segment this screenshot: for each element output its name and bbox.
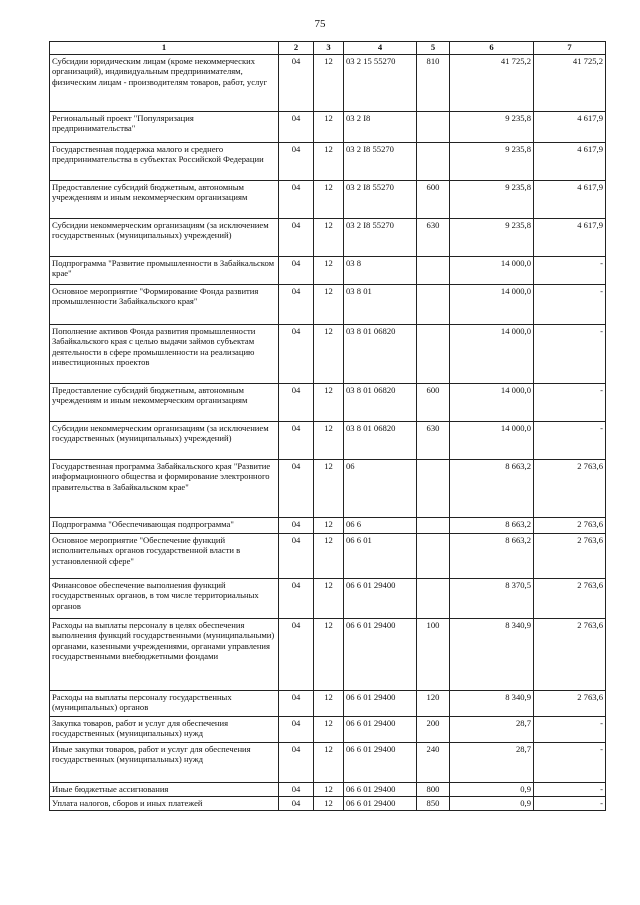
amount-col7: 2 763,6: [534, 460, 606, 518]
row-name: Государственная программа Забайкальского края "Развитие информационного общества и формирование электронного правительства в Забайкальском крае": [50, 460, 279, 518]
amount-col7: 2 763,6: [534, 619, 606, 691]
table-body: [50, 55, 606, 811]
row-name: Субсидии некоммерческим организациям (за исключением государственных (муниципальных) учреждений): [50, 219, 279, 257]
subsection-code: 12: [314, 422, 344, 460]
amount-col7: -: [534, 384, 606, 422]
row-name: Предоставление субсидий бюджетным, автономным учреждениям и иным некоммерческим организациям: [50, 181, 279, 219]
subsection-code: 12: [314, 285, 344, 325]
subsection-code: 12: [314, 797, 344, 811]
amount-col6: 8 663,2: [450, 518, 534, 534]
target-article-code: 03 2 I8 55270: [344, 181, 417, 219]
section-code: 04: [279, 384, 314, 422]
amount-col7: 4 617,9: [534, 143, 606, 181]
expense-type-code: 600: [417, 181, 450, 219]
section-code: 04: [279, 325, 314, 384]
table-row: [50, 619, 606, 691]
amount-col6: 8 340,9: [450, 691, 534, 717]
expense-type-code: 630: [417, 422, 450, 460]
section-code: 04: [279, 579, 314, 619]
amount-col6: 0,9: [450, 797, 534, 811]
expense-type-code: [417, 325, 450, 384]
target-article-code: 06 6 01 29400: [344, 691, 417, 717]
expense-type-code: 630: [417, 219, 450, 257]
amount-col7: -: [534, 422, 606, 460]
expense-type-code: 810: [417, 55, 450, 112]
section-code: 04: [279, 691, 314, 717]
expense-type-code: [417, 579, 450, 619]
expense-type-code: 120: [417, 691, 450, 717]
amount-col7: 2 763,6: [534, 579, 606, 619]
target-article-code: 03 2 I8 55270: [344, 219, 417, 257]
expense-type-code: 800: [417, 783, 450, 797]
row-name: Региональный проект "Популяризация предпринимательства": [50, 112, 279, 143]
table-row: [50, 743, 606, 783]
target-article-code: 06 6 01 29400: [344, 743, 417, 783]
subsection-code: 12: [314, 743, 344, 783]
table-row: [50, 384, 606, 422]
expense-type-code: 100: [417, 619, 450, 691]
table-row: [50, 257, 606, 285]
row-name: Иные бюджетные ассигнования: [50, 783, 279, 797]
section-code: 04: [279, 743, 314, 783]
column-header: 4: [344, 42, 417, 55]
target-article-code: 06 6 01 29400: [344, 717, 417, 743]
section-code: 04: [279, 534, 314, 579]
amount-col6: 9 235,8: [450, 112, 534, 143]
section-code: 04: [279, 717, 314, 743]
amount-col6: 9 235,8: [450, 181, 534, 219]
expense-type-code: [417, 285, 450, 325]
row-name: Субсидии юридическим лицам (кроме некоммерческих организаций), индивидуальным предпринимателям, физическим лицам - производителям товаров, работ, услуг: [50, 55, 279, 112]
expense-type-code: 600: [417, 384, 450, 422]
amount-col6: 14 000,0: [450, 285, 534, 325]
amount-col7: -: [534, 325, 606, 384]
amount-col7: -: [534, 783, 606, 797]
amount-col7: -: [534, 717, 606, 743]
amount-col6: 8 370,5: [450, 579, 534, 619]
amount-col6: 8 340,9: [450, 619, 534, 691]
table-row: [50, 579, 606, 619]
amount-col7: -: [534, 285, 606, 325]
section-code: 04: [279, 219, 314, 257]
amount-col6: 8 663,2: [450, 460, 534, 518]
expense-type-code: 850: [417, 797, 450, 811]
target-article-code: 06 6 01 29400: [344, 579, 417, 619]
amount-col6: 0,9: [450, 783, 534, 797]
section-code: 04: [279, 797, 314, 811]
table-row: [50, 112, 606, 143]
subsection-code: 12: [314, 143, 344, 181]
table-row: [50, 460, 606, 518]
target-article-code: 06 6: [344, 518, 417, 534]
row-name: Предоставление субсидий бюджетным, автономным учреждениям и иным некоммерческим организациям: [50, 384, 279, 422]
subsection-code: 12: [314, 219, 344, 257]
section-code: 04: [279, 181, 314, 219]
subsection-code: 12: [314, 181, 344, 219]
amount-col7: 4 617,9: [534, 112, 606, 143]
column-header: 1: [50, 42, 279, 55]
table-row: [50, 143, 606, 181]
column-header: 6: [450, 42, 534, 55]
column-header: 7: [534, 42, 606, 55]
target-article-code: 06 6 01: [344, 534, 417, 579]
amount-col6: 8 663,2: [450, 534, 534, 579]
amount-col7: 4 617,9: [534, 219, 606, 257]
section-code: 04: [279, 460, 314, 518]
target-article-code: 03 8 01 06820: [344, 384, 417, 422]
column-header: 5: [417, 42, 450, 55]
target-article-code: 03 2 I8 55270: [344, 143, 417, 181]
target-article-code: 06: [344, 460, 417, 518]
subsection-code: 12: [314, 691, 344, 717]
expense-type-code: [417, 112, 450, 143]
section-code: 04: [279, 55, 314, 112]
amount-col6: 14 000,0: [450, 325, 534, 384]
column-header: 2: [279, 42, 314, 55]
subsection-code: 12: [314, 518, 344, 534]
amount-col7: 2 763,6: [534, 534, 606, 579]
row-name: Основное мероприятие "Формирование Фонда развития промышленности Забайкальского края": [50, 285, 279, 325]
table-row: [50, 518, 606, 534]
target-article-code: 03 2 15 55270: [344, 55, 417, 112]
budget-table: [49, 41, 606, 811]
target-article-code: 06 6 01 29400: [344, 783, 417, 797]
section-code: 04: [279, 143, 314, 181]
row-name: Субсидии некоммерческим организациям (за исключением государственных (муниципальных) учреждений): [50, 422, 279, 460]
target-article-code: 03 8 01 06820: [344, 325, 417, 384]
table-row: [50, 783, 606, 797]
expense-type-code: [417, 143, 450, 181]
table-row: [50, 797, 606, 811]
row-name: Расходы на выплаты персоналу в целях обеспечения выполнения функций государственными (муниципальными) органами, казенными учреждениями, органами управления государственными внебюджетными фондами: [50, 619, 279, 691]
amount-col6: 41 725,2: [450, 55, 534, 112]
amount-col6: 28,7: [450, 743, 534, 783]
row-name: Государственная поддержка малого и среднего предпринимательства в субъектах Российской Федерации: [50, 143, 279, 181]
target-article-code: 03 8: [344, 257, 417, 285]
table-row: [50, 422, 606, 460]
target-article-code: 06 6 01 29400: [344, 619, 417, 691]
table-row: [50, 325, 606, 384]
subsection-code: 12: [314, 534, 344, 579]
subsection-code: 12: [314, 460, 344, 518]
amount-col7: 2 763,6: [534, 691, 606, 717]
table-row: [50, 534, 606, 579]
expense-type-code: [417, 534, 450, 579]
table-row: [50, 219, 606, 257]
row-name: Финансовое обеспечение выполнения функций государственных органов, в том числе территориальных органов: [50, 579, 279, 619]
target-article-code: 03 8 01: [344, 285, 417, 325]
row-name: Подпрограмма "Развитие промышленности в Забайкальском крае": [50, 257, 279, 285]
page-number: 75: [314, 18, 326, 30]
amount-col6: 14 000,0: [450, 384, 534, 422]
subsection-code: 12: [314, 619, 344, 691]
amount-col6: 14 000,0: [450, 257, 534, 285]
header-row: [50, 42, 606, 55]
subsection-code: 12: [314, 783, 344, 797]
section-code: 04: [279, 257, 314, 285]
expense-type-code: [417, 460, 450, 518]
target-article-code: 06 6 01 29400: [344, 797, 417, 811]
row-name: Расходы на выплаты персоналу государственных (муниципальных) органов: [50, 691, 279, 717]
table-row: [50, 717, 606, 743]
target-article-code: 03 2 I8: [344, 112, 417, 143]
column-header: 3: [314, 42, 344, 55]
target-article-code: 03 8 01 06820: [344, 422, 417, 460]
subsection-code: 12: [314, 112, 344, 143]
amount-col7: 41 725,2: [534, 55, 606, 112]
amount-col6: 14 000,0: [450, 422, 534, 460]
section-code: 04: [279, 422, 314, 460]
row-name: Уплата налогов, сборов и иных платежей: [50, 797, 279, 811]
row-name: Подпрограмма "Обеспечивающая подпрограмма": [50, 518, 279, 534]
amount-col6: 9 235,8: [450, 219, 534, 257]
amount-col7: -: [534, 257, 606, 285]
subsection-code: 12: [314, 55, 344, 112]
amount-col6: 9 235,8: [450, 143, 534, 181]
expense-type-code: 200: [417, 717, 450, 743]
expense-type-code: [417, 257, 450, 285]
expense-type-code: 240: [417, 743, 450, 783]
table-row: [50, 285, 606, 325]
subsection-code: 12: [314, 325, 344, 384]
section-code: 04: [279, 112, 314, 143]
table-row: [50, 691, 606, 717]
amount-col7: 2 763,6: [534, 518, 606, 534]
row-name: Пополнение активов Фонда развития промышленности Забайкальского края с целью выдачи займов субъектам деятельности в сфере промышленности на реализацию инвестиционных проектов: [50, 325, 279, 384]
subsection-code: 12: [314, 257, 344, 285]
amount-col7: -: [534, 743, 606, 783]
section-code: 04: [279, 619, 314, 691]
row-name: Основное мероприятие "Обеспечение функций исполнительных органов государственной власти в установленной сфере": [50, 534, 279, 579]
section-code: 04: [279, 783, 314, 797]
amount-col7: -: [534, 797, 606, 811]
subsection-code: 12: [314, 717, 344, 743]
table-row: [50, 181, 606, 219]
amount-col7: 4 617,9: [534, 181, 606, 219]
section-code: 04: [279, 285, 314, 325]
row-name: Закупка товаров, работ и услуг для обеспечения государственных (муниципальных) нужд: [50, 717, 279, 743]
row-name: Иные закупки товаров, работ и услуг для обеспечения государственных (муниципальных) нужд: [50, 743, 279, 783]
subsection-code: 12: [314, 579, 344, 619]
table-row: [50, 55, 606, 112]
section-code: 04: [279, 518, 314, 534]
subsection-code: 12: [314, 384, 344, 422]
expense-type-code: [417, 518, 450, 534]
amount-col6: 28,7: [450, 717, 534, 743]
